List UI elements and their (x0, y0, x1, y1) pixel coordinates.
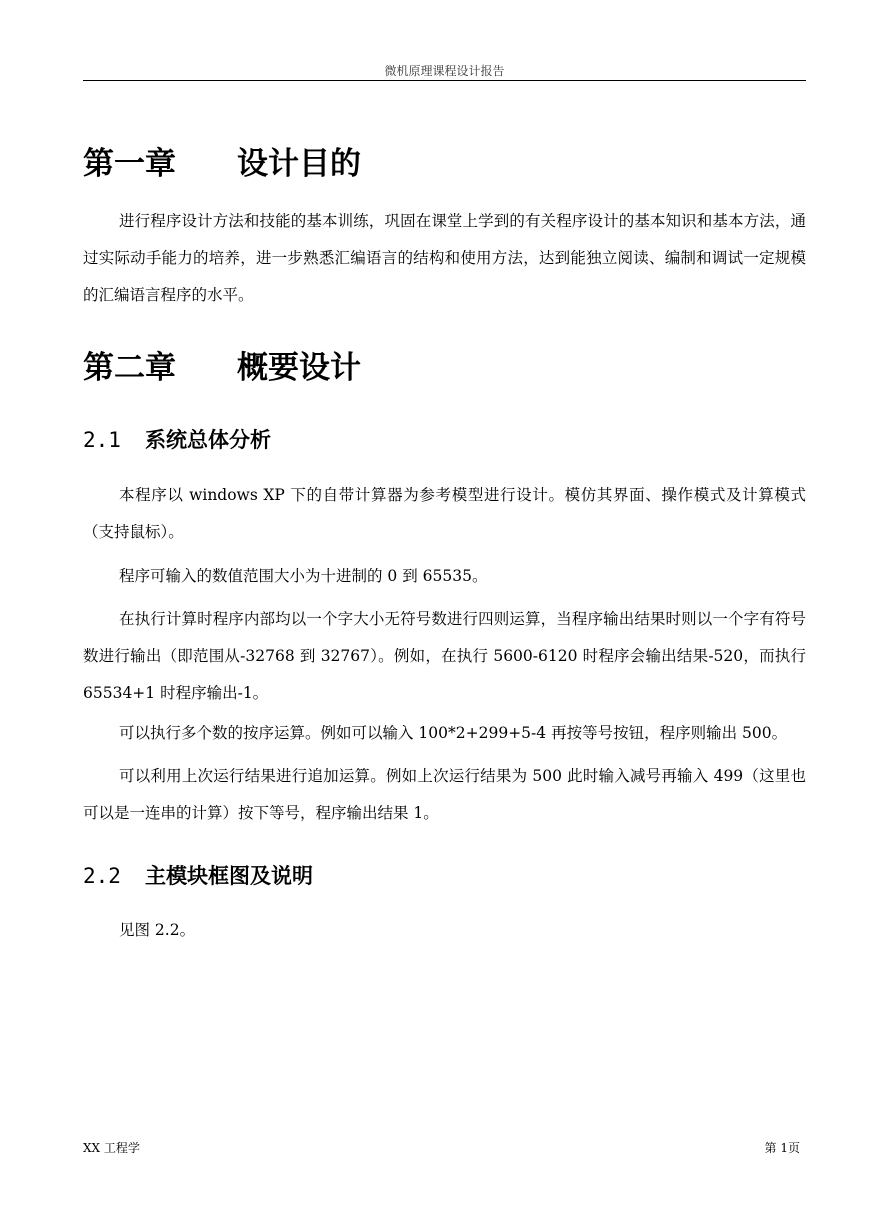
paragraph: 见图 2.2。 (119, 921, 196, 939)
chapter-2-number: 第二章 (83, 350, 176, 386)
section-2-1-number: 2.1 (83, 428, 121, 452)
paragraph: 本程序以 windows XP 下的自带计算器为参考模型进行设计。模仿其界面、操作模式及计算模式（支持鼠标）。 (83, 486, 806, 541)
paragraph: 在执行计算时程序内部均以一个字大小无符号数进行四则运算，当程序输出结果时则以一个字有符号数进行输出（即范围从-32768 到 32767）。例如，在执行 5600-6120 时程序会输出结果-520，而执行 65534+1 时程序输出-1。 (83, 610, 806, 702)
chapter-1-heading (83, 138, 361, 183)
section-2-1-title: 系统总体分析 (145, 428, 271, 452)
chapter-1-title: 设计目的 (237, 146, 361, 182)
chapter-2-title: 概要设计 (237, 350, 361, 386)
chapter-1-paragraph: 进行程序设计方法和技能的基本训练，巩固在课堂上学到的有关程序设计的基本知识和基本方法，通过实际动手能力的培养，进一步熟悉汇编语言的结构和使用方法，达到能独立阅读、编制和调试一定规模的汇编语言程序的水平。 (83, 212, 806, 304)
page-number: 第 1页 (764, 1141, 800, 1155)
section-2-2-number: 2.2 (83, 864, 121, 888)
footer-left: XX 工程学 (83, 1141, 140, 1155)
chapter-1-number: 第一章 (83, 146, 176, 182)
paragraph: 可以执行多个数的按序运算。例如可以输入 100*2+299+5-4 再按等号按钮，程序则输出 500。 (119, 724, 788, 742)
header-rule (83, 80, 806, 81)
page-header: 微机原理课程设计报告 (384, 64, 505, 78)
section-2-2-title: 主模块框图及说明 (145, 864, 313, 888)
chapter-2-heading (83, 342, 361, 387)
paragraph: 可以利用上次运行结果进行追加运算。例如上次运行结果为 500 此时输入减号再输入 499（这里也可以是一连串的计算）按下等号，程序输出结果 1。 (83, 767, 806, 822)
section-2-1-heading (83, 424, 271, 454)
section-2-2-heading (83, 860, 313, 890)
paragraph: 程序可输入的数值范围大小为十进制的 0 到 65535。 (119, 567, 488, 585)
